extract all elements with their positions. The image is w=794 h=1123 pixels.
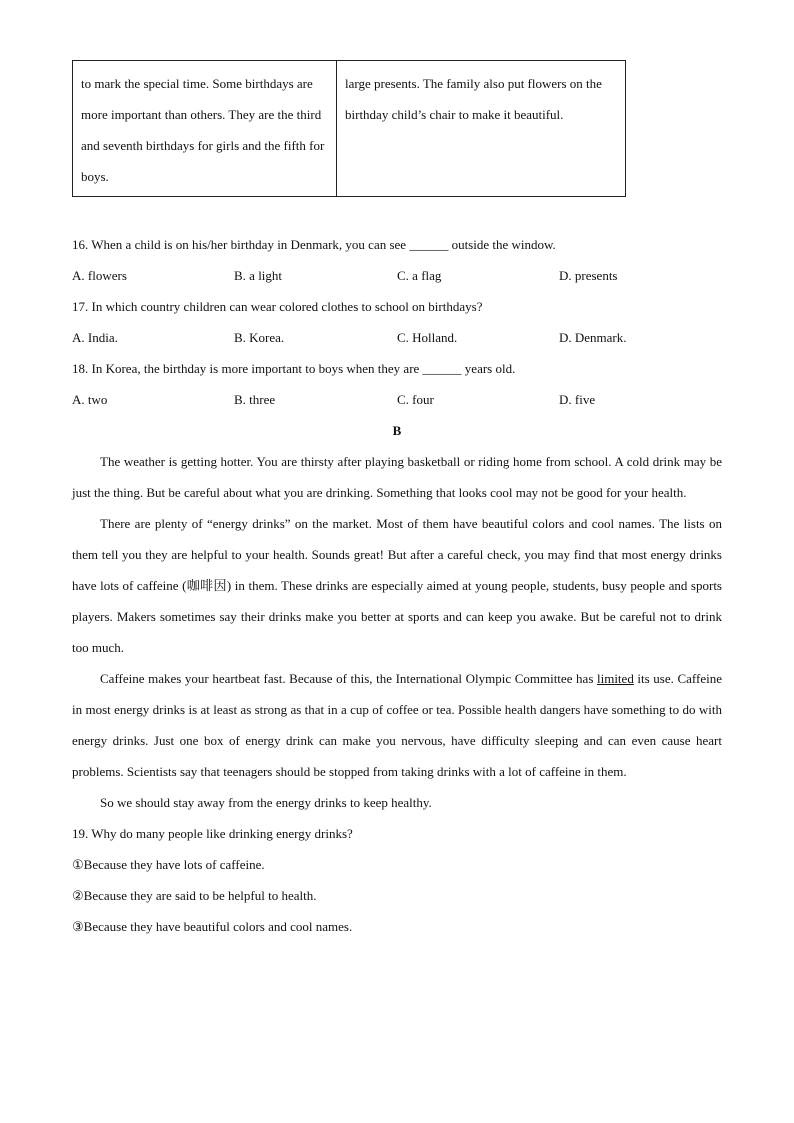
option-b: B. three [234,392,276,407]
question-stem: 19. Why do many people like drinking energy drinks? [72,826,353,841]
option-d: D. Denmark. [559,330,627,345]
option-a: A. flowers [72,268,127,283]
option-d: D. five [559,392,596,407]
option-c: C. Holland. [397,330,458,345]
passage-paragraph-4: So we should stay away from the energy drinks to keep healthy. [100,795,432,810]
table-cell-right: large presents. The family also put flowers on the birthday child’s chair to make it beautiful. [337,61,626,197]
passage-paragraph-2: There are plenty of “energy drinks” on the market. Most of them have beautiful colors and cool names. The lists on them tell you they are helpful to your health. Sounds great! But after a careful check, you may find that most energy drinks have lots of caffeine (咖啡因) in them. These drinks are especially aimed at young people, students, busy people and sports players. Makers sometimes say their drinks make you better at sports and can keep you awake. But be careful not to drink too much. [72,516,722,655]
option-c: C. four [397,392,434,407]
statement-item: ①Because they have lots of caffeine. [72,857,265,872]
statement-item: ②Because they are said to be helpful to health. [72,888,317,903]
paragraph-text: Caffeine makes your heartbeat fast. Because of this, the International Olympic Committee has [100,671,597,686]
option-c: C. a flag [397,268,442,283]
question-options [72,384,722,415]
underlined-word: limited [596,671,634,686]
question-18 [72,353,722,415]
question-stem: 16. When a child is on his/her birthday in Denmark, you can see ______ outside the window. [72,237,556,252]
question-stem: 17. In which country children can wear colored clothes to school on birthdays? [72,299,483,314]
option-b: B. a light [234,268,283,283]
question-options [72,322,722,353]
section-heading: B [392,423,402,438]
question-options [72,260,722,291]
statement-item: ③Because they have beautiful colors and cool names. [72,919,353,934]
question-stem: 18. In Korea, the birthday is more important to boys when they are ______ years old. [72,361,516,376]
question-19 [72,818,722,942]
passage-paragraph-3 [72,663,722,787]
option-b: B. Korea. [234,330,285,345]
table-cell-left: to mark the special time. Some birthdays are more important than others. They are the third and seventh birthdays for girls and the fifth for boys. [73,61,337,197]
document-page [72,60,722,942]
option-a: A. India. [72,330,118,345]
option-d: D. presents [559,268,618,283]
birthday-table [72,60,626,197]
option-a: A. two [72,392,108,407]
question-16 [72,229,722,291]
question-17 [72,291,722,353]
passage-paragraph-1: The weather is getting hotter. You are thirsty after playing basketball or riding home from school. A cold drink may be just the thing. But be careful about what you are drinking. Something that looks cool may not be good for your health. [72,454,722,500]
paragraph-text: its use. Caffeine in most energy drinks is at least as strong as that in a cup of coffee or tea. Possible health dangers have something to do with energy drinks. Just one box of energy drink can make you nervous, have difficulty sleeping and can even cause heart problems. Scientists say that teenagers should be stopped from taking drinks with a lot of caffeine in them. [72,671,722,779]
